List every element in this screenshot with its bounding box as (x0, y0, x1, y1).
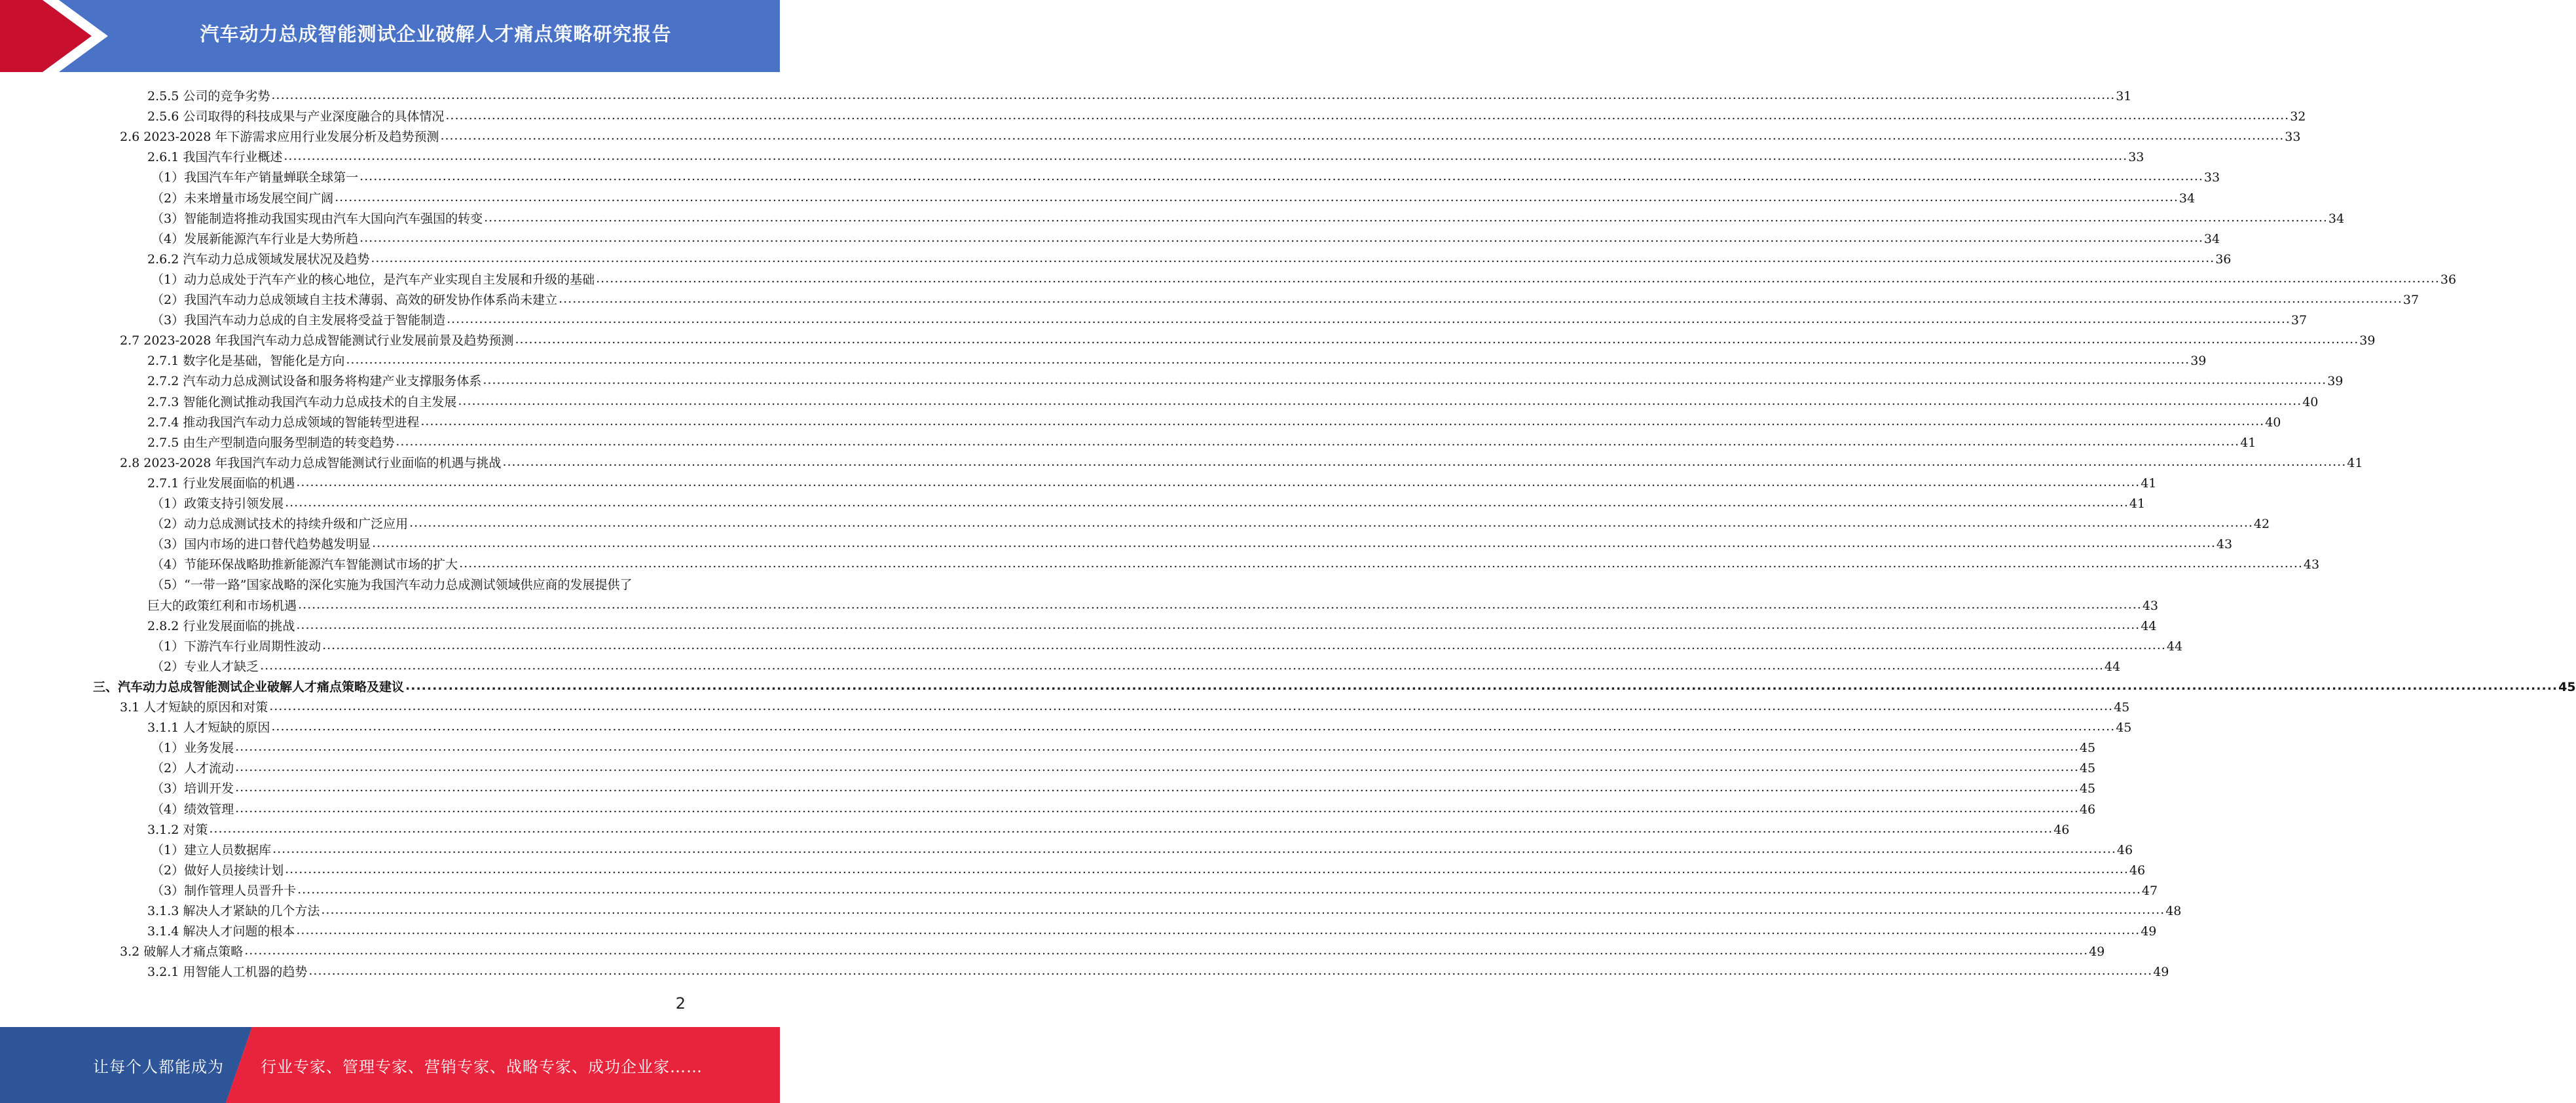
toc-entry-page: 36 (2440, 272, 2457, 287)
toc-entry-title: （3）培训开发 (151, 781, 234, 796)
report-title: 汽车动力总成智能测试企业破解人才痛点策略研究报告 (200, 22, 672, 45)
toc-entry-page: 32 (2290, 109, 2306, 124)
toc-entry-page: 46 (2129, 863, 2146, 878)
toc-entry-title: 2.6.2 汽车动力总成领域发展状况及趋势 (147, 252, 370, 267)
toc-entry-page: 43 (2216, 537, 2233, 552)
toc-entry[interactable] (147, 145, 2144, 165)
toc-entry-title: （1）政策支持引领发展 (151, 496, 284, 511)
toc-entry-page: 48 (2165, 904, 2182, 918)
toc-entry-leader-dots: ................................................................................................................................................................................................................................................................................................................................................................................................................ (405, 678, 2558, 693)
toc-entry[interactable] (151, 797, 2096, 817)
toc-entry-leader-dots: ................................................................................................................................................................................................................................................................................................................................................................................................................ (271, 88, 2116, 102)
toc-entry-page: 33 (2203, 170, 2220, 185)
toc-entry[interactable] (151, 491, 2146, 512)
toc-entry-page: 33 (2128, 150, 2144, 165)
toc-entry-leader-dots: ................................................................................................................................................................................................................................................................................................................................................................................................................ (483, 373, 2327, 388)
toc-entry-page: 41 (2347, 455, 2363, 470)
toc-entry-leader-dots: ................................................................................................................................................................................................................................................................................................................................................................................................................ (359, 230, 2203, 245)
toc-entry-page: 46 (2079, 802, 2096, 817)
toc-entry-title: （2）未来增量市场发展空间广阔 (151, 191, 334, 206)
toc-entry-title: 2.7.1 数字化是基础，智能化是方向 (147, 354, 345, 369)
toc-entry-leader-dots: ................................................................................................................................................................................................................................................................................................................................................................................................................ (209, 821, 2053, 836)
toc-entry-title: 3.1.4 解决人才问题的根本 (147, 924, 295, 939)
toc-entry-leader-dots: ................................................................................................................................................................................................................................................................................................................................................................................................................ (271, 719, 2116, 734)
toc-entry[interactable] (147, 960, 2169, 980)
toc-entry-title: 2.5.6 公司取得的科技成果与产业深度融合的具体情况 (147, 109, 445, 124)
toc-entry-title: 2.7.2 汽车动力总成测试设备和服务将构建产业支撑服务体系 (147, 374, 482, 389)
toc-entry-title: （2）我国汽车动力总成领域自主技术薄弱、高效的研发协作体系尚未建立 (151, 293, 558, 307)
toc-entry-leader-dots: ................................................................................................................................................................................................................................................................................................................................................................................................................ (285, 495, 2129, 510)
toc-entry-leader-dots: ................................................................................................................................................................................................................................................................................................................................................................................................................ (296, 474, 2141, 489)
toc-entry-title: （3）国内市场的进口替代趋势越发明显 (151, 537, 371, 552)
toc-entry[interactable] (93, 675, 2576, 695)
toc-entry-page: 44 (2141, 618, 2157, 633)
toc-entry-title: （4）节能环保战略助推新能源汽车智能测试市场的扩大 (151, 557, 458, 572)
toc-entry[interactable] (151, 227, 2220, 247)
toc-entry-title: 2.6.1 我国汽车行业概述 (147, 150, 283, 165)
toc-entry-leader-dots: ................................................................................................................................................................................................................................................................................................................................................................................................................ (308, 963, 2153, 979)
toc-entry[interactable] (147, 390, 2319, 410)
toc-entry-title: （4）绩效管理 (151, 802, 234, 817)
toc-entry[interactable] (151, 308, 2308, 328)
toc-entry-leader-dots: ................................................................................................................................................................................................................................................................................................................................................................................................................ (372, 536, 2216, 551)
toc-entry-page: 41 (2240, 435, 2256, 450)
toc-entry[interactable] (151, 267, 2457, 288)
toc-entry[interactable] (151, 206, 2345, 227)
toc-entry[interactable] (151, 552, 2320, 572)
toc-entry-page: 33 (2285, 130, 2301, 145)
toc-entry-page: 43 (2142, 598, 2159, 613)
toc-entry-leader-dots: ................................................................................................................................................................................................................................................................................................................................................................................................................ (420, 413, 2265, 428)
toc-entry[interactable] (120, 451, 2363, 471)
toc-entry-title: （3）我国汽车动力总成的自主发展将受益于智能制造 (151, 313, 446, 328)
toc-entry-title: 2.7 2023-2028 年我国汽车动力总成智能测试行业发展前景及趋势预测 (120, 333, 514, 348)
toc-entry-title: 2.7.3 智能化测试推动我国汽车动力总成技术的自主发展 (147, 394, 457, 409)
toc-entry[interactable] (151, 878, 2158, 899)
toc-entry-page: 34 (2203, 231, 2220, 246)
toc-entry-leader-dots: ................................................................................................................................................................................................................................................................................................................................................................................................................ (260, 658, 2104, 673)
toc-entry[interactable] (147, 247, 2232, 267)
toc-entry-leader-dots: ................................................................................................................................................................................................................................................................................................................................................................................................................ (235, 760, 2079, 775)
toc-entry-page: 37 (2291, 313, 2308, 328)
toc-entry[interactable] (147, 348, 2207, 369)
toc-entry[interactable] (147, 817, 2070, 838)
toc-entry-page: 34 (2328, 211, 2345, 226)
toc-entry-page: 39 (2359, 333, 2376, 348)
toc-entry[interactable] (120, 695, 2130, 715)
toc-entry-page: 45 (2114, 700, 2130, 715)
toc-entry-leader-dots: ................................................................................................................................................................................................................................................................................................................................................................................................................ (447, 312, 2291, 327)
toc-entry-title: （2）人才流动 (151, 761, 234, 776)
toc-entry-leader-dots: ................................................................................................................................................................................................................................................................................................................................................................................................................ (235, 800, 2079, 815)
toc-entry-page: 45 (2558, 679, 2576, 694)
toc-entry-page: 42 (2253, 517, 2270, 532)
footer-slogan-left: 让每个人都能成为 (93, 1057, 224, 1076)
toc-entry-title: （3）制作管理人员晋升卡 (151, 883, 297, 898)
toc-entry-title: 2.8 2023-2028 年我国汽车动力总成智能测试行业面临的机遇与挑战 (120, 455, 502, 470)
toc-entry[interactable] (147, 410, 2281, 430)
toc-entry-leader-dots: ................................................................................................................................................................................................................................................................................................................................................................................................................ (596, 271, 2440, 286)
toc-entry[interactable] (151, 776, 2096, 796)
toc-entry-title: （1）业务发展 (151, 741, 234, 756)
toc-entry-leader-dots: ................................................................................................................................................................................................................................................................................................................................................................................................................ (409, 515, 2253, 531)
toc-entry-title: （2）专业人才缺乏 (151, 659, 259, 674)
toc-entry-leader-dots: ................................................................................................................................................................................................................................................................................................................................................................................................................ (484, 210, 2328, 225)
toc-entry-page: 43 (2303, 557, 2320, 572)
toc-entry[interactable] (147, 430, 2256, 451)
toc-entry-leader-dots: ................................................................................................................................................................................................................................................................................................................................................................................................................ (322, 637, 2166, 652)
toc-entry[interactable] (151, 572, 686, 593)
toc-entry-title: （3）智能制造将推动我国实现由汽车大国向汽车强国的转变 (151, 211, 483, 226)
toc-entry-page: 45 (2079, 741, 2096, 756)
toc-entry-leader-dots: ................................................................................................................................................................................................................................................................................................................................................................................................................ (296, 617, 2141, 632)
toc-entry[interactable] (151, 858, 2146, 878)
toc-entry-page: 47 (2141, 883, 2158, 898)
toc-entry-title: 2.5.5 公司的竞争劣势 (147, 89, 270, 103)
toc-entry-title: 3.2 破解人才痛点策略 (120, 944, 244, 960)
toc-entry[interactable] (120, 124, 2301, 145)
toc-entry[interactable] (151, 736, 2096, 756)
toc-entry-leader-dots: ................................................................................................................................................................................................................................................................................................................................................................................................................ (296, 923, 2141, 938)
toc-entry-page: 36 (2215, 252, 2232, 267)
toc-entry-title: 2.7.5 由生产型制造向服务型制造的转变趋势 (147, 435, 395, 450)
toc-entry-leader-dots: ................................................................................................................................................................................................................................................................................................................................................................................................................ (440, 128, 2285, 143)
toc-entry[interactable] (147, 715, 2132, 736)
toc-entry-page: 41 (2141, 476, 2157, 491)
toc-entry[interactable] (151, 512, 2270, 532)
toc-entry-page: 45 (2079, 761, 2096, 776)
toc-entry[interactable] (151, 532, 2233, 552)
toc-entry-leader-dots: ................................................................................................................................................................................................................................................................................................................................................................................................................ (459, 556, 2303, 571)
toc-entry-page: 37 (2402, 293, 2420, 307)
page-footer (0, 1027, 780, 1103)
toc-entry-title: （1）动力总成处于汽车产业的核心地位，是汽车产业实现自主发展和升级的基础 (151, 272, 595, 287)
toc-entry[interactable] (147, 369, 2344, 389)
toc-entry[interactable] (151, 186, 2196, 206)
toc-entry-page: 41 (2129, 496, 2146, 511)
toc-entry-page: 49 (2141, 924, 2157, 939)
page-number: 2 (675, 994, 686, 1013)
toc-entry[interactable] (147, 471, 2157, 491)
toc-entry[interactable] (147, 899, 2182, 919)
toc-entry-title: 2.7.1 行业发展面临的机遇 (147, 476, 295, 491)
toc-entry-title: （5）“一带一路”国家战略的深化实施为我国汽车动力总成测试领域供应商的发展提供了 (151, 578, 633, 593)
toc-entry[interactable] (147, 593, 2159, 614)
toc-entry[interactable] (120, 328, 2376, 348)
toc-entry-page: 44 (2104, 659, 2121, 674)
toc-entry-title: 三、汽车动力总成智能测试企业破解人才痛点策略及建议 (93, 679, 405, 694)
toc-entry-leader-dots: ................................................................................................................................................................................................................................................................................................................................................................................................................ (371, 250, 2215, 265)
toc-entry-title: 巨大的政策红利和市场机遇 (147, 598, 297, 613)
toc-entry-leader-dots: ................................................................................................................................................................................................................................................................................................................................................................................................................ (297, 882, 2141, 897)
toc-entry-title: 3.2.1 用智能人工机器的趋势 (147, 965, 308, 980)
toc-entry-page: 46 (2053, 822, 2070, 837)
toc-entry-leader-dots: ................................................................................................................................................................................................................................................................................................................................................................................................................ (244, 943, 2089, 958)
toc-entry-page: 40 (2302, 394, 2319, 409)
toc-entry-title: 3.1 人才短缺的原因和对策 (120, 700, 268, 715)
page-header (0, 0, 780, 72)
toc-entry-leader-dots: ................................................................................................................................................................................................................................................................................................................................................................................................................ (515, 332, 2359, 347)
toc-entry-title: 2.6 2023-2028 年下游需求应用行业发展分析及趋势预测 (120, 130, 439, 145)
toc-entry[interactable] (120, 939, 2105, 960)
toc-entry-leader-dots: ................................................................................................................................................................................................................................................................................................................................................................................................................ (284, 149, 2128, 164)
toc-entry-leader-dots: ................................................................................................................................................................................................................................................................................................................................................................................................................ (396, 434, 2240, 449)
toc-entry-page: 45 (2079, 781, 2096, 796)
toc-entry-page: 39 (2327, 374, 2344, 389)
toc-entry-leader-dots: ................................................................................................................................................................................................................................................................................................................................................................................................................ (235, 739, 2079, 755)
toc-entry-leader-dots: ................................................................................................................................................................................................................................................................................................................................................................................................................ (321, 903, 2165, 917)
toc-entry[interactable] (147, 919, 2157, 939)
toc-entry-page: 49 (2153, 965, 2169, 980)
toc-entry-page: 44 (2166, 639, 2183, 654)
toc-entry-leader-dots: ................................................................................................................................................................................................................................................................................................................................................................................................................ (359, 169, 2203, 184)
toc-entry[interactable] (151, 654, 2121, 675)
toc-entry[interactable] (151, 288, 2420, 308)
toc-entry-leader-dots: ................................................................................................................................................................................................................................................................................................................................................................................................................ (502, 454, 2347, 469)
toc-entry-title: （2）动力总成测试技术的持续升级和广泛应用 (151, 517, 409, 532)
toc-entry-title: 3.1.1 人才短缺的原因 (147, 720, 270, 736)
toc-entry-title: （4）发展新能源汽车行业是大势所趋 (151, 231, 359, 246)
toc-entry-page: 39 (2190, 354, 2207, 369)
toc-entry-title: 3.1.2 对策 (147, 822, 208, 837)
toc-entry-page: 40 (2265, 415, 2281, 430)
footer-slogan-right: 行业专家、管理专家、营销专家、战略专家、成功企业家…… (261, 1057, 703, 1076)
toc-entry-leader-dots: ................................................................................................................................................................................................................................................................................................................................................................................................................ (445, 108, 2290, 123)
toc-entry-leader-dots: ................................................................................................................................................................................................................................................................................................................................................................................................................ (298, 597, 2142, 612)
toc-entry[interactable] (151, 165, 2220, 185)
toc-entry-leader-dots: ................................................................................................................................................................................................................................................................................................................................................................................................................ (285, 861, 2129, 876)
toc-entry[interactable] (147, 614, 2157, 634)
toc-entry-page: 34 (2179, 191, 2196, 206)
toc-entry[interactable] (151, 838, 2133, 858)
toc-entry[interactable] (147, 84, 2132, 104)
toc-entry-title: （2）做好人员接续计划 (151, 863, 284, 878)
toc-entry-leader-dots: ................................................................................................................................................................................................................................................................................................................................................................................................................ (346, 352, 2190, 367)
toc-entry-page: 46 (2116, 842, 2133, 857)
toc-entry-leader-dots: ................................................................................................................................................................................................................................................................................................................................................................................................................ (335, 189, 2179, 204)
toc-entry-title: 2.7.4 推动我国汽车动力总成领域的智能转型进程 (147, 415, 420, 430)
toc-entry-page: 49 (2089, 944, 2105, 960)
toc-entry-title: （1）下游汽车行业周期性波动 (151, 639, 322, 654)
toc-entry-leader-dots: ................................................................................................................................................................................................................................................................................................................................................................................................................ (559, 291, 2402, 306)
toc-entry-leader-dots: ................................................................................................................................................................................................................................................................................................................................................................................................................ (235, 780, 2079, 795)
toc-entry-page: 45 (2116, 720, 2132, 736)
toc-entry-leader-dots: ................................................................................................................................................................................................................................................................................................................................................................................................................ (458, 393, 2302, 408)
toc-entry-leader-dots: ................................................................................................................................................................................................................................................................................................................................................................................................................ (272, 841, 2116, 856)
toc-entry-title: 3.1.3 解决人才紧缺的几个方法 (147, 904, 320, 918)
toc-entry[interactable] (147, 104, 2306, 124)
toc-entry-page: 31 (2116, 89, 2132, 103)
toc-entry[interactable] (151, 756, 2096, 776)
toc-entry[interactable] (151, 634, 2183, 654)
toc-entry-title: （1）我国汽车年产销量蝉联全球第一 (151, 170, 359, 185)
toc-entry-title: 2.8.2 行业发展面临的挑战 (147, 618, 295, 633)
toc-entry-title: （1）建立人员数据库 (151, 842, 272, 857)
toc-entry-leader-dots: ................................................................................................................................................................................................................................................................................................................................................................................................................ (269, 699, 2114, 713)
